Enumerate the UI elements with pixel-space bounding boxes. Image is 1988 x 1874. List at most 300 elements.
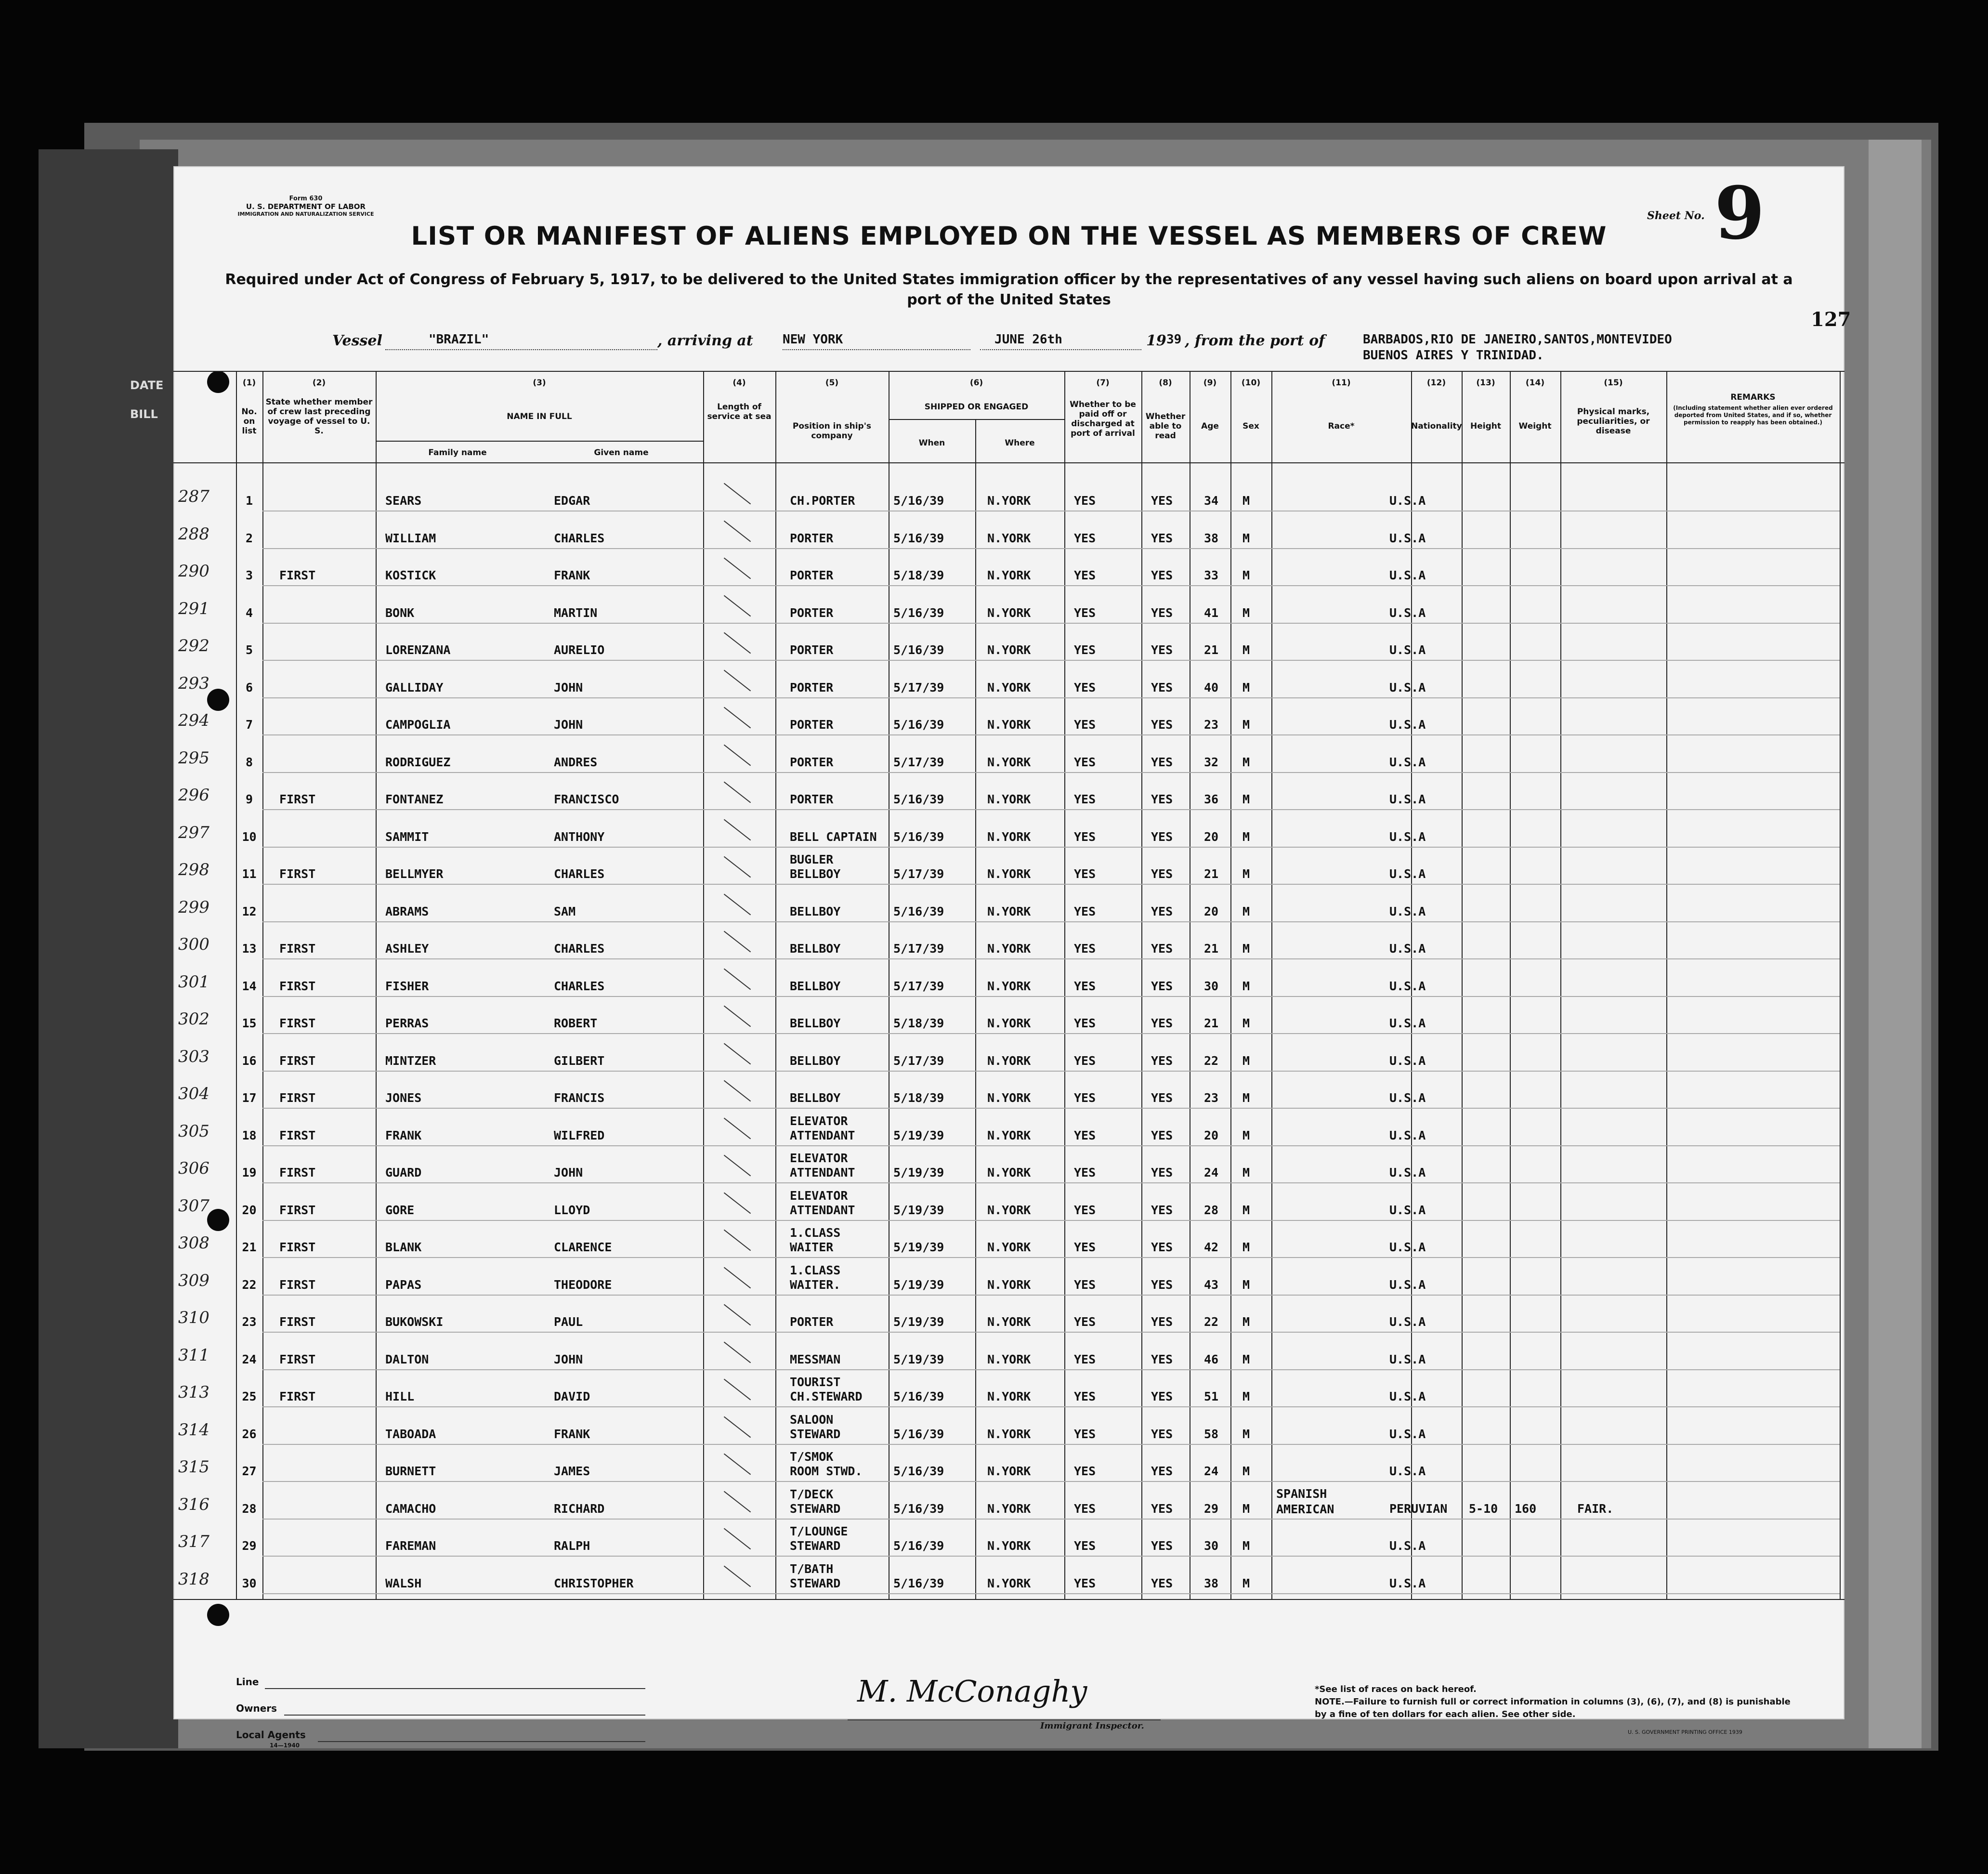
row-list-number: 25 — [242, 1389, 257, 1403]
row-rule — [262, 1033, 1840, 1034]
row-margin-number: 304 — [178, 1084, 209, 1103]
row-family-name: WALSH — [385, 1576, 422, 1590]
header-able-to-read: Whether able to read — [1145, 412, 1186, 441]
header-when: When — [918, 438, 945, 448]
header-bottom-rule — [173, 462, 1844, 463]
row-sex: M — [1242, 829, 1250, 844]
row-given-name: FRANK — [554, 568, 590, 582]
row-sex: M — [1242, 1016, 1250, 1030]
row-position: BELLBOY — [790, 904, 841, 918]
row-position: PORTER — [790, 531, 834, 545]
row-able-to-read: YES — [1151, 1315, 1173, 1329]
row-able-to-read: YES — [1151, 680, 1173, 695]
row-paid-off: YES — [1074, 1128, 1096, 1142]
row-family-name: TABOADA — [385, 1427, 436, 1441]
row-rule — [262, 884, 1840, 885]
row-able-to-read: YES — [1151, 494, 1173, 508]
row-rule — [262, 958, 1840, 959]
row-state: FIRST — [279, 1091, 316, 1105]
row-able-to-read: YES — [1151, 942, 1173, 956]
row-age: 22 — [1204, 1315, 1219, 1329]
vessel-underline — [385, 349, 657, 350]
table-top-rule — [173, 371, 1844, 372]
row-when: 5/17/39 — [893, 979, 944, 993]
row-given-name: AURELIO — [554, 643, 605, 657]
row-rule — [262, 1145, 1840, 1146]
row-list-number: 4 — [245, 605, 253, 620]
row-position: CH.STEWARD — [790, 1389, 863, 1403]
row-nationality: U.S.A — [1389, 979, 1426, 993]
service-tick-mark — [724, 483, 751, 505]
row-given-name: LLOYD — [554, 1203, 590, 1217]
header-remarks-sub: (Including statement whether alien ever ordered deported from United States, and if so, whether permission to reapply has been obtained.) — [1673, 405, 1833, 426]
row-margin-number: 310 — [178, 1308, 209, 1327]
row-position: WAITER. — [790, 1277, 841, 1292]
header-physical-marks: Physical marks, peculiarities, or disease — [1577, 407, 1650, 436]
row-age: 58 — [1204, 1427, 1219, 1441]
column-rule — [775, 371, 776, 1599]
row-list-number: 11 — [242, 867, 257, 881]
row-position-line1: T/BATH — [790, 1561, 834, 1576]
sheet-number-label: Sheet No. — [1647, 210, 1705, 222]
row-where: N.YORK — [987, 1016, 1031, 1030]
row-sex: M — [1242, 1427, 1250, 1441]
row-where: N.YORK — [987, 867, 1031, 881]
row-where: N.YORK — [987, 680, 1031, 695]
row-when: 5/16/39 — [893, 1389, 944, 1403]
service-tick-mark — [724, 1491, 751, 1512]
row-sex: M — [1242, 755, 1250, 769]
row-paid-off: YES — [1074, 1166, 1096, 1179]
row-list-number: 1 — [245, 494, 253, 508]
row-position: STEWARD — [790, 1539, 841, 1553]
service-tick-mark — [724, 782, 751, 803]
row-age: 23 — [1204, 718, 1219, 732]
row-able-to-read: YES — [1151, 755, 1173, 769]
row-where: N.YORK — [987, 568, 1031, 582]
column-number: (12) — [1426, 378, 1446, 388]
row-family-name: FAREMAN — [385, 1539, 436, 1553]
row-age: 24 — [1204, 1464, 1219, 1478]
row-sex: M — [1242, 1128, 1250, 1142]
row-margin-number: 294 — [178, 711, 209, 730]
row-sex: M — [1242, 1091, 1250, 1105]
header-nationality: Nationality — [1411, 421, 1462, 431]
row-list-number: 15 — [242, 1016, 257, 1030]
row-able-to-read: YES — [1151, 1203, 1173, 1217]
row-list-number: 14 — [242, 979, 257, 993]
row-able-to-read: YES — [1151, 867, 1173, 881]
row-able-to-read: YES — [1151, 643, 1173, 657]
row-paid-off: YES — [1074, 942, 1096, 956]
row-when: 5/16/39 — [893, 1427, 944, 1441]
service-tick-mark — [724, 558, 751, 579]
column-number: (14) — [1525, 378, 1545, 388]
row-when: 5/16/39 — [893, 1576, 944, 1590]
row-margin-number: 306 — [178, 1159, 209, 1178]
row-margin-number: 288 — [178, 524, 209, 544]
manifest-subtitle: Required under Act of Congress of February 5, 1917, to be delivered to the United States immigration officer by the representatives of any vessel having such aliens on board upon arrival at a port of the United States — [225, 271, 1793, 308]
row-age: 28 — [1204, 1203, 1219, 1217]
row-where: N.YORK — [987, 792, 1031, 806]
row-rule — [262, 1182, 1840, 1183]
row-family-name: HILL — [385, 1389, 415, 1403]
row-paid-off: YES — [1074, 1352, 1096, 1366]
row-position: BELLBOY — [790, 867, 841, 881]
row-position: BELL CAPTAIN — [790, 829, 877, 844]
row-family-name: SAMMIT — [385, 829, 429, 844]
service-tick-mark — [724, 1454, 751, 1475]
row-list-number: 27 — [242, 1464, 257, 1478]
row-where: N.YORK — [987, 1166, 1031, 1179]
footer-line-label: Line — [236, 1676, 259, 1688]
header-race: Race* — [1328, 421, 1355, 431]
row-age: 43 — [1204, 1277, 1219, 1292]
row-position: WAITER — [790, 1240, 834, 1254]
vessel-label: Vessel — [332, 332, 382, 349]
row-state: FIRST — [279, 1128, 316, 1142]
row-position: PORTER — [790, 792, 834, 806]
header-length-of-service: Length of service at sea — [707, 402, 772, 421]
column-rule — [262, 371, 263, 1599]
row-family-name: CAMACHO — [385, 1501, 436, 1516]
row-margin-number: 316 — [178, 1494, 209, 1514]
row-able-to-read: YES — [1151, 1166, 1173, 1179]
row-paid-off: YES — [1074, 1016, 1096, 1030]
row-family-name: FRANK — [385, 1128, 422, 1142]
under-sheet-edge — [1869, 140, 1922, 1748]
row-given-name: FRANCIS — [554, 1091, 605, 1105]
service-name: IMMIGRATION AND NATURALIZATION SERVICE — [237, 211, 374, 217]
row-given-name: EDGAR — [554, 494, 590, 508]
row-age: 33 — [1204, 568, 1219, 582]
row-state: FIRST — [279, 1389, 316, 1403]
row-position: PORTER — [790, 605, 834, 620]
row-age: 36 — [1204, 792, 1219, 806]
row-state: FIRST — [279, 1203, 316, 1217]
row-nationality: U.S.A — [1389, 718, 1426, 732]
row-paid-off: YES — [1074, 755, 1096, 769]
column-number: (9) — [1203, 378, 1217, 388]
row-paid-off: YES — [1074, 1389, 1096, 1403]
row-margin-number: 290 — [178, 562, 209, 581]
row-where: N.YORK — [987, 1464, 1031, 1478]
row-paid-off: YES — [1074, 867, 1096, 881]
row-able-to-read: YES — [1151, 1091, 1173, 1105]
form-number: Form 630 — [289, 195, 323, 202]
column-rule — [1141, 371, 1142, 1599]
row-rule — [262, 1295, 1840, 1296]
row-list-number: 23 — [242, 1315, 257, 1329]
row-list-number: 19 — [242, 1166, 257, 1179]
row-when: 5/16/39 — [893, 1501, 944, 1516]
row-when: 5/17/39 — [893, 755, 944, 769]
row-margin-number: 302 — [178, 1009, 209, 1029]
row-state: FIRST — [279, 867, 316, 881]
row-state: FIRST — [279, 1315, 316, 1329]
row-rule — [262, 1556, 1840, 1557]
row-state: FIRST — [279, 1240, 316, 1254]
row-family-name: GUARD — [385, 1166, 422, 1179]
row-list-number: 16 — [242, 1053, 257, 1068]
margin-stamp — [130, 371, 163, 429]
row-age: 21 — [1204, 1016, 1219, 1030]
column-rule — [1666, 371, 1667, 1599]
column-rule — [1560, 371, 1561, 1599]
row-paid-off: YES — [1074, 1240, 1096, 1254]
row-sex: M — [1242, 605, 1250, 620]
row-sex: M — [1242, 643, 1250, 657]
service-tick-mark — [724, 819, 751, 840]
row-margin-number: 291 — [178, 599, 209, 618]
row-list-number: 26 — [242, 1427, 257, 1441]
row-list-number: 17 — [242, 1091, 257, 1105]
penalty-note: NOTE.—Failure to furnish full or correct information in columns (3), (6), (7), and (8) is punishable by a fine of ten dollars for each alien. See other side. — [1315, 1697, 1791, 1719]
row-able-to-read: YES — [1151, 1016, 1173, 1030]
row-family-name: RODRIGUEZ — [385, 755, 451, 769]
row-nationality: U.S.A — [1389, 1240, 1426, 1254]
row-where: N.YORK — [987, 643, 1031, 657]
row-paid-off: YES — [1074, 1576, 1096, 1590]
row-paid-off: YES — [1074, 680, 1096, 695]
row-margin-number: 317 — [178, 1532, 209, 1551]
row-margin-number: 309 — [178, 1271, 209, 1290]
row-position: BELLBOY — [790, 942, 841, 956]
row-position-line1: ELEVATOR — [790, 1188, 848, 1203]
row-nationality: U.S.A — [1389, 1203, 1426, 1217]
row-list-number: 9 — [245, 792, 253, 806]
header-age: Age — [1201, 421, 1219, 431]
row-sex: M — [1242, 904, 1250, 918]
row-rule — [262, 1444, 1840, 1445]
row-nationality: U.S.A — [1389, 755, 1426, 769]
row-sex: M — [1242, 494, 1250, 508]
row-when: 5/19/39 — [893, 1166, 944, 1179]
footer-form-code: 14—1940 — [270, 1742, 300, 1749]
column-number: (7) — [1096, 378, 1110, 388]
row-family-name: BONK — [385, 605, 415, 620]
row-sex: M — [1242, 1277, 1250, 1292]
row-rule — [262, 1406, 1840, 1407]
row-margin-number: 299 — [178, 897, 209, 917]
row-position: ATTENDANT — [790, 1128, 855, 1142]
row-when: 5/16/39 — [893, 792, 944, 806]
row-age: 23 — [1204, 1091, 1219, 1105]
row-position: STEWARD — [790, 1576, 841, 1590]
punch-hole — [207, 371, 229, 393]
name-subrule — [376, 441, 703, 442]
row-nationality: U.S.A — [1389, 1091, 1426, 1105]
row-when: 5/18/39 — [893, 1091, 944, 1105]
row-age: 20 — [1204, 829, 1219, 844]
row-position-line1: ELEVATOR — [790, 1114, 848, 1128]
row-able-to-read: YES — [1151, 1389, 1173, 1403]
row-paid-off: YES — [1074, 643, 1096, 657]
column-number: (2) — [312, 378, 326, 388]
row-age: 34 — [1204, 494, 1219, 508]
row-list-number: 29 — [242, 1539, 257, 1553]
row-family-name: SEARS — [385, 494, 422, 508]
service-tick-mark — [724, 595, 751, 616]
row-given-name: JOHN — [554, 718, 583, 732]
row-sex: M — [1242, 942, 1250, 956]
row-where: N.YORK — [987, 605, 1031, 620]
row-paid-off: YES — [1074, 494, 1096, 508]
row-when: 5/16/39 — [893, 1539, 944, 1553]
row-position: MESSMAN — [790, 1352, 841, 1366]
row-given-name: CHARLES — [554, 979, 605, 993]
row-sex: M — [1242, 1539, 1250, 1553]
row-age: 42 — [1204, 1240, 1219, 1254]
row-when: 5/16/39 — [893, 643, 944, 657]
row-paid-off: YES — [1074, 792, 1096, 806]
row-sex: M — [1242, 1464, 1250, 1478]
row-margin-number: 292 — [178, 636, 209, 655]
row-age: 21 — [1204, 643, 1219, 657]
row-list-number: 20 — [242, 1203, 257, 1217]
column-rule — [1230, 371, 1231, 1599]
row-paid-off: YES — [1074, 568, 1096, 582]
row-sex: M — [1242, 979, 1250, 993]
row-able-to-read: YES — [1151, 1053, 1173, 1068]
row-physical-marks: FAIR. — [1577, 1501, 1614, 1516]
row-margin-number: 300 — [178, 935, 209, 954]
row-family-name: ASHLEY — [385, 942, 429, 956]
column-number: (8) — [1159, 378, 1172, 388]
footer-owners-rule — [284, 1715, 645, 1716]
row-state: FIRST — [279, 942, 316, 956]
row-family-name: BURNETT — [385, 1464, 436, 1478]
arrival-underline — [783, 349, 970, 350]
row-list-number: 7 — [245, 718, 253, 732]
row-rule — [262, 996, 1840, 997]
row-nationality: U.S.A — [1389, 643, 1426, 657]
service-tick-mark — [724, 632, 751, 654]
row-given-name: JOHN — [554, 1352, 583, 1366]
row-when: 5/16/39 — [893, 904, 944, 918]
row-rule — [262, 1220, 1840, 1221]
row-paid-off: YES — [1074, 718, 1096, 732]
row-nationality: U.S.A — [1389, 531, 1426, 545]
row-state: FIRST — [279, 979, 316, 993]
service-tick-mark — [724, 1416, 751, 1438]
row-where: N.YORK — [987, 1427, 1031, 1441]
row-margin-number: 301 — [178, 972, 209, 992]
row-position: PORTER — [790, 1315, 834, 1329]
column-number: (3) — [533, 378, 546, 388]
row-given-name: CLARENCE — [554, 1240, 612, 1254]
row-able-to-read: YES — [1151, 1539, 1173, 1553]
row-given-name: DAVID — [554, 1389, 590, 1403]
row-nationality: U.S.A — [1389, 1315, 1426, 1329]
row-list-number: 5 — [245, 643, 253, 657]
row-paid-off: YES — [1074, 1464, 1096, 1478]
row-when: 5/18/39 — [893, 1016, 944, 1030]
row-list-number: 2 — [245, 531, 253, 545]
row-given-name: SAM — [554, 904, 576, 918]
header-given-name: Given name — [594, 448, 649, 458]
header-shipped-engaged: SHIPPED OR ENGAGED — [924, 402, 1029, 412]
row-nationality: U.S.A — [1389, 494, 1426, 508]
row-nationality: U.S.A — [1389, 1277, 1426, 1292]
row-where: N.YORK — [987, 718, 1031, 732]
footer-local-agents-label: Local Agents — [236, 1729, 306, 1741]
row-able-to-read: YES — [1151, 1277, 1173, 1292]
row-list-number: 22 — [242, 1277, 257, 1292]
row-rule — [262, 1332, 1840, 1333]
row-when: 5/16/39 — [893, 718, 944, 732]
date-underline — [980, 349, 1141, 350]
row-age: 21 — [1204, 867, 1219, 881]
row-margin-number: 307 — [178, 1196, 209, 1216]
from-port-label: , from the port of — [1185, 332, 1325, 349]
row-given-name: MARTIN — [554, 605, 598, 620]
row-position-line1: SALOON — [790, 1412, 834, 1427]
row-position: BELLBOY — [790, 979, 841, 993]
row-age: 22 — [1204, 1053, 1219, 1068]
row-margin-number: 303 — [178, 1047, 209, 1066]
service-tick-mark — [724, 856, 751, 878]
row-family-name: GALLIDAY — [385, 680, 444, 695]
row-list-number: 18 — [242, 1128, 257, 1142]
margin-stamp-date: DATE — [130, 379, 164, 392]
row-margin-number: 293 — [178, 673, 209, 693]
footer-local-agents-rule — [318, 1741, 645, 1742]
row-rule — [262, 548, 1840, 549]
row-given-name: CHARLES — [554, 867, 605, 881]
row-where: N.YORK — [987, 1053, 1031, 1068]
row-age: 46 — [1204, 1352, 1219, 1366]
row-age: 21 — [1204, 942, 1219, 956]
service-tick-mark — [724, 520, 751, 542]
row-given-name: CHARLES — [554, 942, 605, 956]
row-position: STEWARD — [790, 1501, 841, 1516]
row-position: PORTER — [790, 568, 834, 582]
row-family-name: KOSTICK — [385, 568, 436, 582]
row-age: 51 — [1204, 1389, 1219, 1403]
row-sex: M — [1242, 1053, 1250, 1068]
service-tick-mark — [724, 1192, 751, 1214]
row-margin-number: 297 — [178, 823, 209, 842]
row-age: 30 — [1204, 979, 1219, 993]
row-nationality: U.S.A — [1389, 942, 1426, 956]
header-family-name: Family name — [428, 448, 487, 458]
row-able-to-read: YES — [1151, 1464, 1173, 1478]
row-rule — [262, 697, 1840, 698]
row-when: 5/19/39 — [893, 1128, 944, 1142]
service-tick-mark — [724, 931, 751, 953]
row-sex: M — [1242, 867, 1250, 881]
row-sex: M — [1242, 1166, 1250, 1179]
inspector-label: Immigrant Inspector. — [1040, 1721, 1144, 1731]
row-nationality: PERUVIAN — [1389, 1501, 1448, 1516]
row-family-name: PERRAS — [385, 1016, 429, 1030]
service-tick-mark — [724, 968, 751, 990]
row-paid-off: YES — [1074, 1315, 1096, 1329]
row-given-name: THEODORE — [554, 1277, 612, 1292]
row-age: 41 — [1204, 605, 1219, 620]
arrival-date: JUNE 26th — [994, 332, 1062, 347]
row-state: FIRST — [279, 1352, 316, 1366]
row-nationality: U.S.A — [1389, 1166, 1426, 1179]
row-state: FIRST — [279, 792, 316, 806]
row-where: N.YORK — [987, 829, 1031, 844]
header-where: Where — [1005, 438, 1035, 448]
row-margin-number: 298 — [178, 860, 209, 879]
row-rule — [262, 1519, 1840, 1520]
row-where: N.YORK — [987, 1389, 1031, 1403]
arriving-label: , arriving at — [657, 332, 753, 349]
